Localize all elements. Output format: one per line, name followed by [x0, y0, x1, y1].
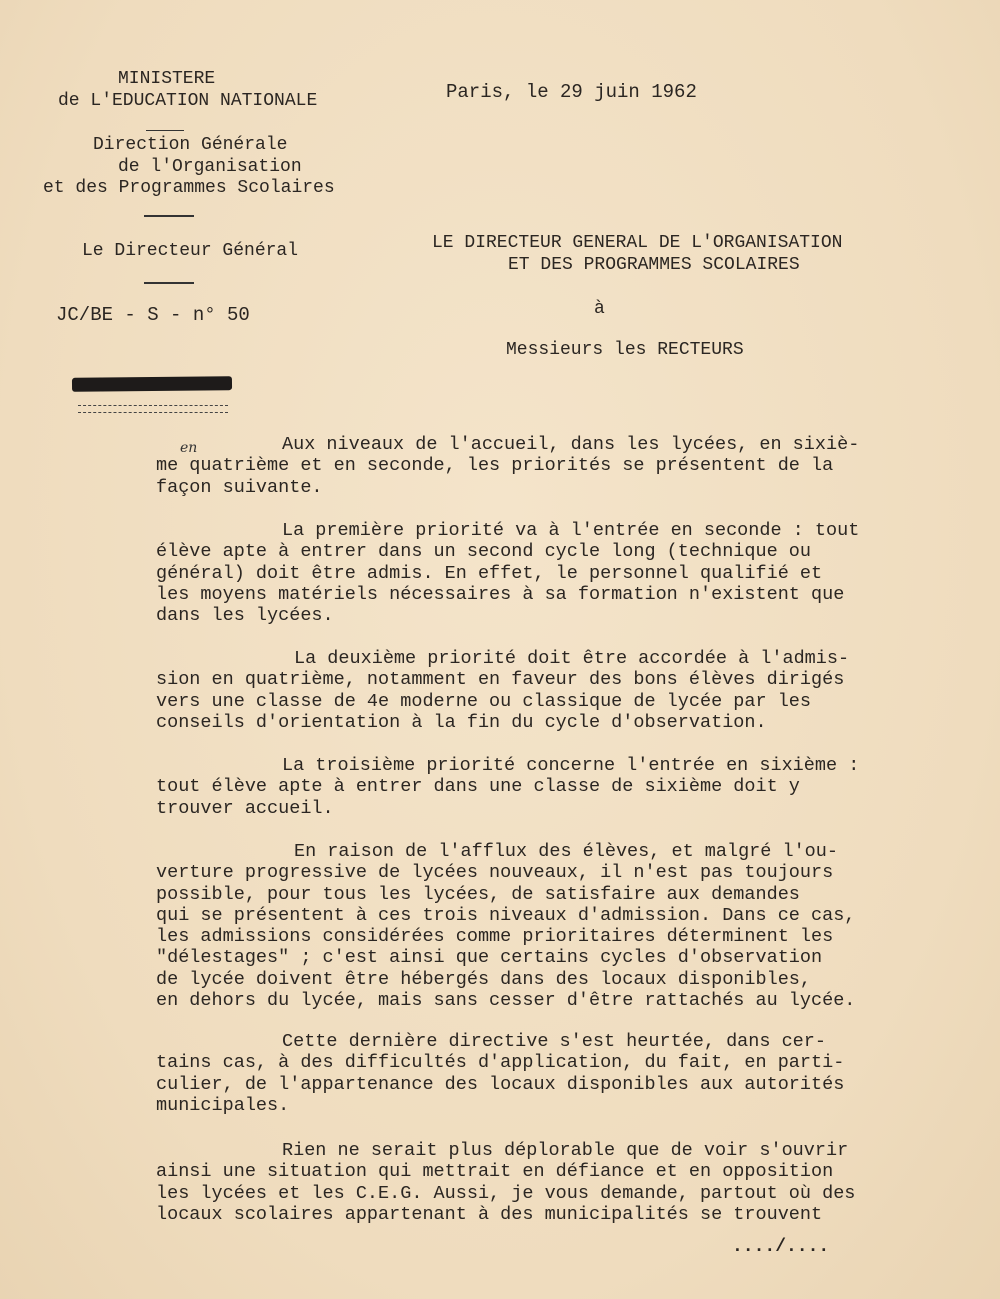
continuation-mark: ..../....: [732, 1237, 830, 1257]
paragraph-line: sion en quatrième, notamment en faveur des bons élèves dirigés: [156, 669, 845, 691]
paragraph-line: ainsi une situation qui mettrait en défiance et en opposition: [156, 1161, 834, 1183]
paragraph-line: les lycées et les C.E.G. Aussi, je vous demande, partout où des: [156, 1182, 856, 1204]
ministry-line-1: MINISTERE: [118, 69, 216, 89]
paragraph-4: [156, 755, 946, 819]
sender-line-2: ET DES PROGRAMMES SCOLAIRES: [508, 255, 800, 275]
paragraph-line: dans les lycées.: [156, 605, 334, 627]
paragraph-line: municipales.: [156, 1094, 290, 1116]
paragraph-line: verture progressive de lycées nouveaux, il n'est pas toujours: [156, 862, 834, 884]
dashed-rule: [78, 405, 228, 413]
paragraph-line: vers une classe de 4e moderne ou classique de lycée par les: [156, 690, 812, 712]
redacted-mark: [72, 376, 232, 392]
direction-line-2: de l'Organisation: [118, 157, 302, 177]
paragraph-line: en dehors du lycée, mais sans cesser d'être rattachés au lycée.: [156, 990, 856, 1012]
handwritten-annotation: en: [180, 440, 198, 456]
paragraph-line: conseils d'orientation à la fin du cycle d'observation.: [156, 711, 767, 733]
paragraph-line: tout élève apte à entrer dans une classe de sixième doit y: [156, 776, 800, 798]
divider-rule-2: [144, 282, 194, 284]
to-word: à: [594, 299, 605, 319]
paragraph-line: tains cas, à des difficultés d'application, du fait, en parti-: [156, 1052, 845, 1074]
direction-line-3: et des Programmes Scolaires: [43, 178, 335, 198]
paragraph-line: les admissions considérées comme prioritaires déterminent les: [156, 926, 834, 948]
paragraph-line: Rien ne serait plus déplorable que de voir s'ouvrir: [282, 1140, 849, 1161]
paragraph-line: La deuxième priorité doit être accordée à l'admis-: [294, 648, 850, 669]
paragraph-2: [156, 520, 946, 626]
paragraph-line: La première priorité va à l'entrée en seconde : tout: [282, 520, 860, 541]
short-rule: [146, 130, 184, 131]
recipient: Messieurs les RECTEURS: [506, 340, 744, 360]
paragraph-line: élève apte à entrer dans un second cycle long (technique ou: [156, 541, 812, 563]
paragraph-line: les moyens matériels nécessaires à sa formation n'existent que: [156, 583, 845, 605]
paragraph-1: [156, 434, 946, 498]
paragraph-line: façon suivante.: [156, 476, 323, 498]
reference-number: JC/BE - S - n° 50: [56, 304, 250, 326]
ministry-line-2: de L'EDUCATION NATIONALE: [58, 91, 318, 111]
paragraph-7: [156, 1140, 946, 1225]
signatory-title: Le Directeur Général: [82, 241, 299, 261]
paragraph-3: [156, 648, 946, 733]
sender-line-1: LE DIRECTEUR GENERAL DE L'ORGANISATION: [432, 233, 843, 253]
paragraph-line: En raison de l'afflux des élèves, et malgré l'ou-: [294, 841, 838, 862]
date-line: Paris, le 29 juin 1962: [446, 81, 697, 103]
divider-rule-1: [144, 215, 194, 217]
paragraph-5: [156, 841, 946, 1011]
paragraph-line: "délestages" ; c'est ainsi que certains cycles d'observation: [156, 947, 823, 969]
paragraph-6: [156, 1031, 946, 1116]
paragraph-line: de lycée doivent être hébergés dans des locaux disponibles,: [156, 968, 812, 990]
paragraph-line: La troisième priorité concerne l'entrée en sixième :: [282, 755, 860, 776]
paragraph-line: général) doit être admis. En effet, le personnel qualifié et: [156, 562, 823, 584]
paragraph-line: trouver accueil.: [156, 797, 334, 819]
paragraph-line: Cette dernière directive s'est heurtée, dans cer-: [282, 1031, 826, 1052]
paragraph-line: qui se présentent à ces trois niveaux d'admission. Dans ce cas,: [156, 904, 856, 926]
paragraph-line: possible, pour tous les lycées, de satisfaire aux demandes: [156, 883, 800, 905]
paragraph-line: Aux niveaux de l'accueil, dans les lycées, en sixiè-: [282, 434, 860, 455]
paragraph-line: me quatrième et en seconde, les priorités se présentent de la: [156, 455, 834, 477]
paragraph-line: culier, de l'appartenance des locaux disponibles aux autorités: [156, 1073, 845, 1095]
paragraph-line: locaux scolaires appartenant à des municipalités se trouvent: [156, 1203, 823, 1225]
direction-line-1: Direction Générale: [93, 135, 288, 155]
